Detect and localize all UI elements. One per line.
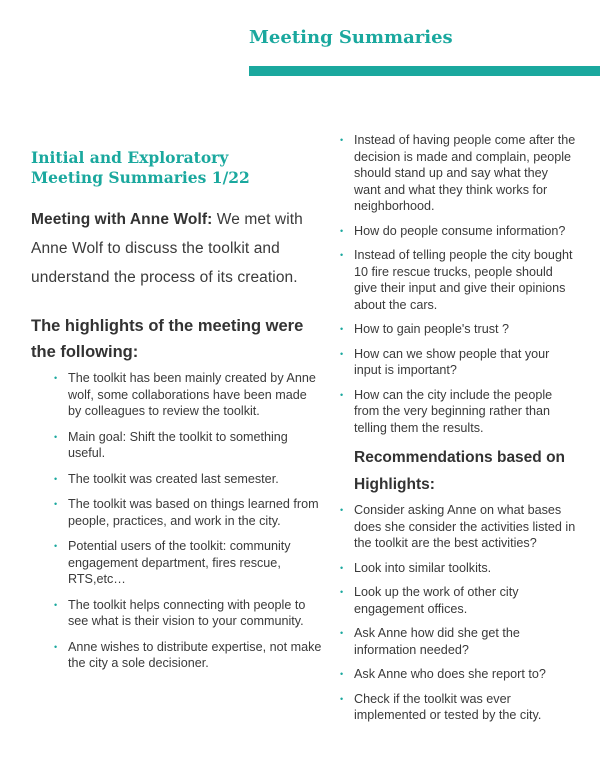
questions-list — [343, 132, 578, 436]
list-item: • Anne wishes to distribute expertise, not make the city a sole decisioner. — [68, 639, 323, 672]
highlights-list — [31, 370, 323, 672]
list-item: • Instead of telling people the city bought 10 fire rescue trucks, people should give their input and give their opinions about the cars. — [354, 247, 578, 313]
list-item: • How can we show people that your input is important? — [354, 346, 578, 379]
list-item: • Look into similar toolkits. — [354, 560, 578, 577]
list-item: • Ask Anne how did she get the information needed? — [354, 625, 578, 658]
list-item: • Potential users of the toolkit: community engagement department, fires rescue, RTS,etc… — [68, 538, 323, 588]
list-item: • The toolkit has been mainly created by Anne wolf, some collaborations have been made by colleagues to review the toolkit. — [68, 370, 323, 420]
page-title: Meeting Summaries — [249, 27, 453, 48]
section-heading — [31, 148, 323, 188]
list-item: • Consider asking Anne on what bases does she consider the activities listed in the toolkit are the best activities? — [354, 502, 578, 552]
list-item: • Instead of having people come after the decision is made and complain, people should stand up and say what they want and what they think works for neighborhood. — [354, 132, 578, 215]
section-heading-line-2: Meeting Summaries 1/22 — [31, 168, 250, 187]
list-item: • The toolkit was created last semester. — [68, 471, 323, 488]
meeting-text: We met with Anne Wolf to discuss the toolkit and understand the process of its creation. — [31, 211, 303, 286]
list-item: • The toolkit helps connecting with people to see what is their vision to your community. — [68, 597, 323, 630]
list-item: • Check if the toolkit was ever implemented or tested by the city. — [354, 691, 578, 724]
list-item: • How can the city include the people from the very beginning rather than telling them the results. — [354, 387, 578, 437]
section-heading-line-1: Initial and Exploratory — [31, 148, 229, 167]
right-column — [343, 132, 578, 732]
left-column — [31, 148, 323, 681]
meeting-intro — [31, 205, 323, 292]
highlights-heading: The highlights of the meeting were the following: — [31, 317, 304, 361]
title-rule — [249, 66, 600, 76]
recommendations-list — [343, 502, 578, 724]
meeting-lead: Meeting with Anne Wolf: — [31, 211, 213, 228]
list-item: • Look up the work of other city engagement offices. — [354, 584, 578, 617]
list-item: • Ask Anne who does she report to? — [354, 666, 578, 683]
list-item: • Main goal: Shift the toolkit to something useful. — [68, 429, 323, 462]
list-item: • How do people consume information? — [354, 223, 578, 240]
list-item: • How to gain people's trust ? — [354, 321, 578, 338]
list-item: • The toolkit was based on things learned from people, practices, and work in the city. — [68, 496, 323, 529]
recommendations-heading: Recommendations based on Highlights: — [354, 449, 566, 493]
